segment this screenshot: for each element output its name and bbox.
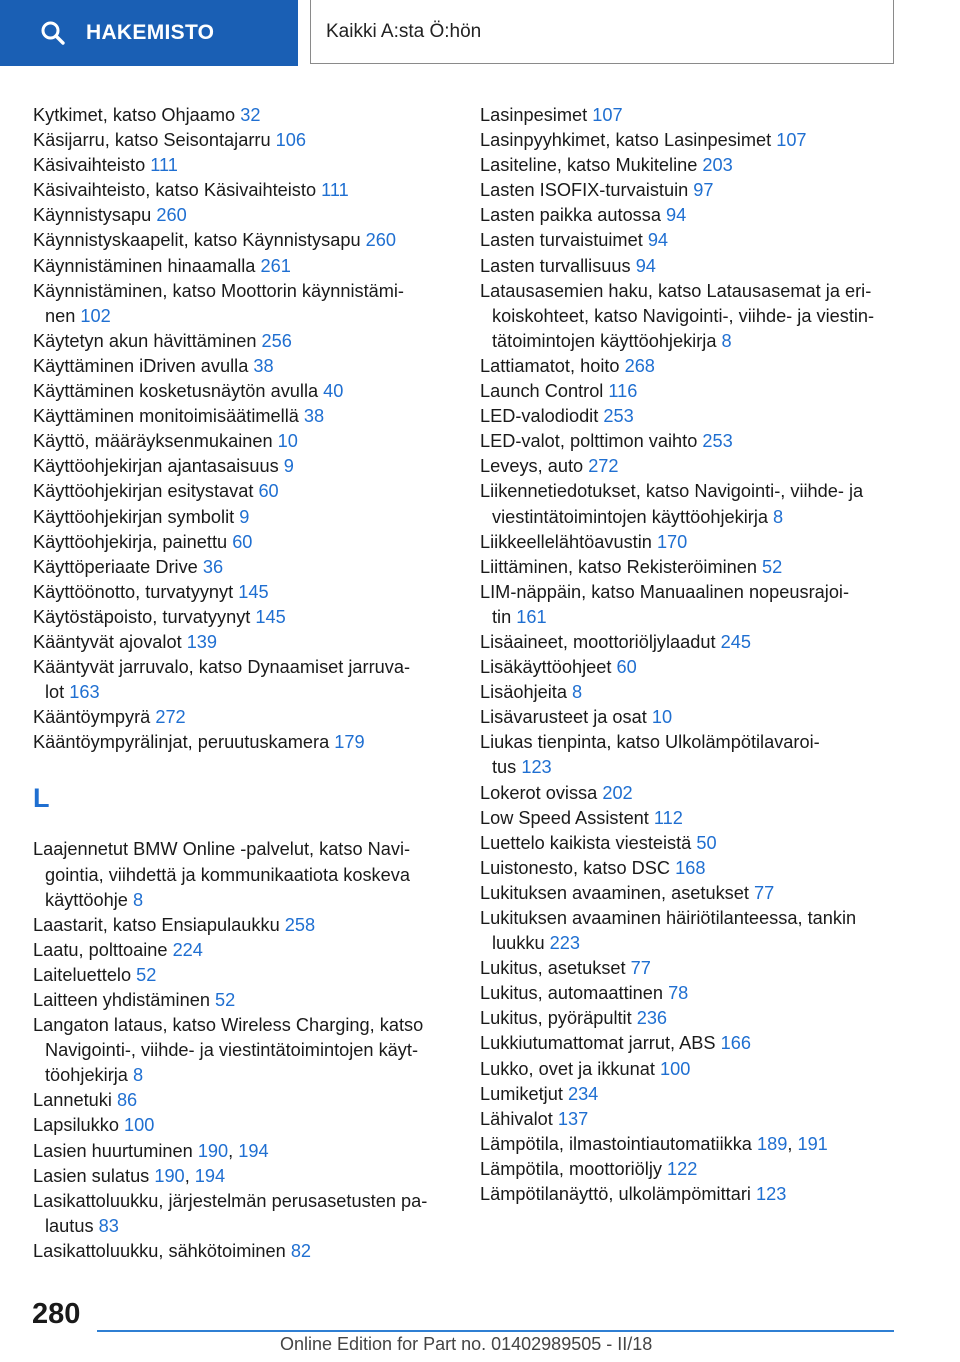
- index-entry-text: Lasien huurtuminen: [33, 1140, 198, 1161]
- index-entry: [480, 655, 920, 680]
- index-entry-text: Lukituksen avaaminen, asetukset: [480, 882, 754, 903]
- index-entry: [33, 128, 453, 153]
- index-entry: [33, 655, 453, 705]
- page-link[interactable]: 10: [277, 431, 298, 452]
- edition-footer: Online Edition for Part no. 01402989505 - II/18: [280, 1334, 653, 1354]
- page-link[interactable]: 261: [260, 255, 291, 276]
- index-entry-text: Leveys, auto: [480, 456, 589, 477]
- index-entry-text: Lasien sulatus: [33, 1165, 155, 1186]
- index-entry-text: Launch Control: [480, 381, 609, 402]
- page-link[interactable]: 100: [659, 1058, 691, 1079]
- page-link[interactable]: 194: [238, 1140, 269, 1161]
- search-button-label: HAKEMISTO: [86, 21, 215, 44]
- index-entry-text: Käyttöohjekirjan ajantasaisuus: [33, 456, 284, 477]
- index-entry: [480, 730, 920, 780]
- index-entry-text: Käyttöohjekirja, painettu: [33, 531, 233, 552]
- index-entry-text: Käynnistäminen, katso Moottorin käynnistämi- nen: [33, 280, 404, 326]
- index-column-left: [33, 103, 453, 1264]
- index-entry-text: Luistonesto, katso DSC: [480, 857, 676, 878]
- index-entry-text: Lokerot ovissa: [480, 782, 603, 803]
- page-link[interactable]: 107: [592, 105, 623, 125]
- index-entry-text: Low Speed Assistent: [480, 807, 654, 828]
- index-entry: [33, 1013, 453, 1088]
- page-link[interactable]: 256: [261, 330, 292, 351]
- index-entry: [480, 228, 920, 253]
- index-entry-text: Lämpötila, ilmastointiautomatiikka: [480, 1133, 757, 1154]
- index-entry: [480, 856, 920, 881]
- index-entry-text: Käyttäminen monitoimisäätimellä: [33, 406, 304, 427]
- page-link[interactable]: 112: [653, 807, 683, 828]
- index-list-l-continued: [480, 103, 920, 1207]
- index-entry-text: Lasten turvaistuimet: [480, 230, 648, 251]
- page-link[interactable]: 223: [549, 933, 580, 954]
- index-entry-text: Lattiamatot, hoito: [480, 355, 625, 376]
- index-entry: [33, 555, 453, 580]
- index-entry-text: Käsivaihteisto, katso Käsivaihteisto: [33, 180, 322, 201]
- page-link[interactable]: 168: [675, 857, 706, 878]
- page-link[interactable]: 203: [702, 155, 733, 176]
- page-link[interactable]: 268: [624, 355, 655, 376]
- page-link[interactable]: 94: [635, 255, 656, 276]
- page-link[interactable]: 191: [797, 1133, 828, 1154]
- index-entry-text: Laiteluettelo: [33, 964, 137, 985]
- page-link[interactable]: 9: [239, 506, 250, 527]
- index-entry-text: Latausasemien haku, katso Latausasemat ja eri- koiskohteet, katso Navigointi-, viihde- ja viestin- tätoimintojen käyttöohjekirja: [480, 280, 875, 351]
- index-entry-text: Lannetuki: [33, 1090, 117, 1111]
- index-entry-text: Liukas tienpinta, katso Ulkolämpötilavaroi- tus: [480, 732, 820, 778]
- page-link[interactable]: 253: [702, 431, 733, 452]
- footer-divider: [97, 1330, 894, 1332]
- index-entry: [480, 1057, 920, 1082]
- page-link[interactable]: 163: [69, 682, 100, 703]
- page-link[interactable]: 123: [521, 757, 552, 778]
- index-entry-text: Liikkeellelähtöavustin: [480, 531, 657, 552]
- index-entry-text: Lapsilukko: [33, 1115, 124, 1136]
- index-entry: [480, 1082, 920, 1107]
- index-entry: [480, 429, 920, 454]
- index-entry: [33, 837, 453, 912]
- index-entry: [33, 254, 453, 279]
- index-entry-text: Kääntyvät jarruvalo, katso Dynaamiset jarruva- lot: [33, 657, 411, 703]
- index-entry-text: Kääntöympyrä: [33, 707, 156, 728]
- index-entry-text: Laastarit, katso Ensiapulaukku: [33, 914, 285, 935]
- page-link[interactable]: 272: [588, 456, 619, 477]
- index-entry: [480, 379, 920, 404]
- index-entry: [480, 103, 920, 128]
- index-entry: [480, 956, 920, 981]
- index-entry: [480, 279, 920, 354]
- breadcrumb-label: Kaikki A:sta Ö:hön: [326, 20, 482, 42]
- index-entry-text: Käsijarru, katso Seisontajarru: [33, 130, 276, 151]
- index-entry: [480, 781, 920, 806]
- page-link[interactable]: 86: [116, 1090, 138, 1111]
- index-entry-text: Lisäkäyttöohjeet: [480, 657, 617, 678]
- index-entry: [480, 454, 920, 479]
- index-entry: [33, 329, 453, 354]
- page-link[interactable]: 94: [666, 205, 687, 226]
- page-link[interactable]: 78: [668, 983, 689, 1004]
- index-entry: Lasien sulatus 190, 194: [33, 1165, 226, 1186]
- index-entry-text: Lukituksen avaaminen häiriötilanteessa, tankin luukku: [480, 908, 857, 954]
- index-entry: [480, 254, 920, 279]
- page-link[interactable]: 97: [693, 180, 714, 201]
- page-link[interactable]: 102: [80, 305, 111, 326]
- index-entry: [480, 178, 920, 203]
- index-entry-text: Laajennetut BMW Online -palvelut, katso Navi- gointia, viihdettä ja kommunikaatiota koskeva käyttöohje: [33, 839, 411, 910]
- index-entry: [33, 1239, 453, 1264]
- page-link[interactable]: 179: [334, 732, 365, 753]
- index-entry: [33, 963, 453, 988]
- index-entry: [480, 1031, 920, 1056]
- index-entry-text: Lukitus, asetukset: [480, 958, 631, 979]
- page-link[interactable]: 234: [567, 1083, 599, 1104]
- index-entry-text: Lasten turvallisuus: [480, 255, 636, 276]
- page-link[interactable]: 9: [283, 456, 294, 477]
- search-icon: [40, 20, 66, 46]
- index-entry-text: Käynnistysapu: [33, 205, 157, 226]
- page-link[interactable]: 166: [720, 1033, 751, 1054]
- page-link[interactable]: 258: [284, 914, 316, 935]
- index-entry-text: Liittäminen, katso Rekisteröiminen: [480, 556, 763, 577]
- page-link[interactable]: 137: [557, 1108, 589, 1129]
- page-link[interactable]: 60: [232, 531, 253, 552]
- index-entry: [480, 680, 920, 705]
- index-entry-text: Lasiteline, katso Mukiteline: [480, 155, 703, 176]
- page-link[interactable]: 32: [240, 105, 261, 125]
- index-entry-text: Kytkimet, katso Ohjaamo: [33, 105, 241, 125]
- page-link[interactable]: 52: [762, 556, 783, 577]
- index-entry: [33, 580, 453, 605]
- index-entry: [480, 806, 920, 831]
- page-link[interactable]: 77: [630, 958, 651, 979]
- index-entry-text: Lumiketjut: [480, 1083, 568, 1104]
- index-entry-text: Lasikattoluukku, sähkötoiminen: [33, 1240, 291, 1261]
- index-column-right: [480, 103, 920, 1207]
- index-entry-text: Käynnistyskaapelit, katso Käynnistysapu: [33, 230, 366, 251]
- page-link[interactable]: 94: [647, 230, 669, 251]
- index-entry: Lämpötila, ilmastointiautomatiikka 189, 191: [480, 1133, 828, 1154]
- page-link[interactable]: 8: [132, 1065, 144, 1086]
- index-entry-text: Langaton lataus, katso Wireless Charging, katso Navigointi-, viihde- ja viestintätoimintojen käyt- töohjekirja: [33, 1015, 424, 1086]
- index-entry: Lasien huurtuminen 190, 194: [33, 1140, 269, 1161]
- index-search-button[interactable]: [0, 0, 298, 66]
- page-link[interactable]: 38: [303, 406, 325, 427]
- index-entry: [33, 429, 453, 454]
- page-link[interactable]: 116: [608, 381, 638, 402]
- page-link[interactable]: 106: [275, 130, 306, 151]
- index-entry-text: Lukkiutumattomat jarrut, ABS: [480, 1033, 721, 1054]
- page-link[interactable]: 40: [323, 381, 344, 402]
- index-entry-text: Lasikattoluukku, järjestelmän perusasetusten pa- lautus: [33, 1190, 428, 1236]
- page-link[interactable]: 236: [636, 1008, 668, 1029]
- index-entry-text: Käyttöohjekirjan symbolit: [33, 506, 240, 527]
- index-entry: [33, 178, 453, 203]
- index-entry: [480, 1107, 920, 1132]
- page-link[interactable]: 170: [656, 531, 688, 552]
- page-link[interactable]: 77: [754, 882, 775, 903]
- index-entry: [33, 404, 453, 429]
- index-entry-text: Lämpötilanäyttö, ulkolämpömittari: [480, 1184, 756, 1205]
- index-entry: [33, 605, 453, 630]
- index-entry-text: LED-valodiodit: [480, 406, 604, 427]
- page-link[interactable]: 161: [516, 606, 547, 627]
- page-link[interactable]: 82: [290, 1240, 312, 1261]
- index-entry: [33, 938, 453, 963]
- index-entry-text: Lasinpesimet: [480, 105, 593, 125]
- index-entry: [480, 705, 920, 730]
- page-link[interactable]: 123: [755, 1184, 787, 1205]
- page-link[interactable]: 224: [172, 939, 203, 960]
- page-link[interactable]: 60: [258, 481, 279, 502]
- index-entry-text: LED-valot, polttimon vaihto: [480, 431, 703, 452]
- page-link[interactable]: 38: [253, 355, 274, 376]
- page-link[interactable]: 122: [667, 1158, 698, 1179]
- index-entry: [33, 103, 453, 128]
- index-entry: [33, 730, 453, 755]
- index-entry-text: Lukko, ovet ja ikkunat: [480, 1058, 660, 1079]
- index-entry-text: Luettelo kaikista viesteistä: [480, 832, 697, 853]
- index-entry-text: Käyttäminen iDriven avulla: [33, 355, 254, 376]
- index-entry: [480, 1157, 920, 1182]
- index-entry-text: Lasten ISOFIX-turvaistuin: [480, 180, 694, 201]
- page-link[interactable]: 190: [154, 1165, 185, 1186]
- index-list-l: [33, 837, 453, 1264]
- index-entry: [33, 228, 453, 253]
- index-entry-text: Lämpötila, moottoriöljy: [480, 1158, 668, 1179]
- page-link[interactable]: 8: [132, 889, 144, 910]
- index-entry-text: Lasinpyyhkimet, katso Lasinpesimet: [480, 130, 777, 151]
- index-entry-text: Lukitus, pyöräpultit: [480, 1008, 637, 1029]
- index-entry: [33, 913, 453, 938]
- index-entry-text: Käsivaihteisto: [33, 155, 151, 176]
- breadcrumb[interactable]: [310, 0, 894, 64]
- top-bar: [0, 0, 960, 66]
- index-entry-text: Lisäaineet, moottoriöljylaadut: [480, 631, 721, 652]
- index-entry-text: Lisäohjeita: [480, 682, 573, 703]
- page-link[interactable]: 253: [603, 406, 634, 427]
- index-entry-text: Kääntöympyrälinjat, peruutuskamera: [33, 732, 335, 753]
- page-number: 280: [32, 1298, 81, 1330]
- index-entry: [33, 379, 453, 404]
- index-entry-text: Lukitus, automaattinen: [480, 983, 669, 1004]
- page-link[interactable]: 145: [255, 606, 286, 627]
- index-entry: [480, 630, 920, 655]
- section-letter: L: [33, 783, 50, 814]
- page-link[interactable]: 272: [155, 707, 186, 728]
- index-entry: [480, 404, 920, 429]
- page-link[interactable]: 189: [756, 1133, 788, 1154]
- index-entry: [480, 881, 920, 906]
- index-entry: [480, 981, 920, 1006]
- index-entry: [33, 479, 453, 504]
- page-link[interactable]: 8: [721, 330, 732, 351]
- index-entry: [33, 505, 453, 530]
- index-entry: [480, 354, 920, 379]
- index-entry-text: Liikennetiedotukset, katso Navigointi-, viihde- ja viestintätoimintojen käyttöohjekirja: [480, 481, 864, 527]
- page-link[interactable]: 8: [773, 506, 784, 527]
- index-entry-text: LIM-näppäin, katso Manuaalinen nopeusrajoi- tin: [480, 581, 850, 627]
- page-link[interactable]: 10: [651, 707, 673, 728]
- index-entry: [33, 530, 453, 555]
- page-link[interactable]: 60: [616, 657, 637, 678]
- index-entry-text: Käyttö, määräyksenmukainen: [33, 431, 278, 452]
- index-entry: [33, 153, 453, 178]
- index-entry-text: Käytöstäpoisto, turvatyynyt: [33, 606, 256, 627]
- index-entry: [480, 1006, 920, 1031]
- index-entry: [33, 1113, 453, 1138]
- page-link[interactable]: 36: [202, 556, 224, 577]
- page-link[interactable]: 139: [186, 631, 218, 652]
- index-entry: [480, 580, 920, 630]
- index-entry: [33, 279, 453, 329]
- page-link[interactable]: 100: [124, 1115, 155, 1136]
- index-entry: [33, 354, 453, 379]
- index-entry: [33, 203, 453, 228]
- index-entry: [480, 555, 920, 580]
- page-link[interactable]: 245: [720, 631, 751, 652]
- page-link[interactable]: 202: [602, 782, 633, 803]
- index-entry: [480, 831, 920, 856]
- index-entry: [480, 153, 920, 178]
- index-list-k: [33, 103, 453, 755]
- page-link[interactable]: 260: [365, 230, 396, 251]
- page-link[interactable]: 260: [156, 205, 187, 226]
- index-entry-text: Käyttöönotto, turvatyynyt: [33, 581, 239, 602]
- index-entry-text: Laitteen yhdistäminen: [33, 990, 215, 1010]
- index-entry-text: Laatu, polttoaine: [33, 939, 173, 960]
- page-link[interactable]: 52: [136, 964, 157, 985]
- index-entry: [33, 1189, 453, 1239]
- page-link[interactable]: 52: [215, 990, 236, 1010]
- page-link[interactable]: 145: [238, 581, 269, 602]
- index-entry: [480, 1182, 920, 1207]
- index-entry-text: Käyttöperiaate Drive: [33, 556, 203, 577]
- index-entry: [480, 479, 920, 529]
- page-link[interactable]: 83: [98, 1215, 119, 1236]
- index-entry: [480, 128, 920, 153]
- index-entry-text: Käyttäminen kosketusnäytön avulla: [33, 381, 324, 402]
- index-entry-text: Lähivalot: [480, 1108, 558, 1129]
- page-link[interactable]: 190: [197, 1140, 229, 1161]
- page-link[interactable]: 107: [776, 130, 807, 151]
- index-entry: [480, 203, 920, 228]
- index-entry-text: Lisävarusteet ja osat: [480, 707, 652, 728]
- index-entry: [33, 705, 453, 730]
- page-link[interactable]: 194: [194, 1165, 226, 1186]
- page-link[interactable]: 50: [696, 832, 717, 853]
- index-entry: [33, 630, 453, 655]
- index-entry: [480, 906, 920, 956]
- index-entry: [480, 530, 920, 555]
- index-entry-text: Kääntyvät ajovalot: [33, 631, 187, 652]
- index-entry: [33, 988, 453, 1013]
- index-entry-text: Lasten paikka autossa: [480, 205, 667, 226]
- page-link[interactable]: 111: [150, 155, 178, 176]
- page-link[interactable]: 8: [572, 682, 583, 703]
- index-entry-text: Käyttöohjekirjan esitystavat: [33, 481, 259, 502]
- page-link[interactable]: 111: [321, 180, 349, 201]
- index-entry: [33, 1088, 453, 1113]
- index-entry-text: Käynnistäminen hinaamalla: [33, 255, 261, 276]
- index-entry-text: Käytetyn akun hävittäminen: [33, 330, 262, 351]
- index-entry: [33, 454, 453, 479]
